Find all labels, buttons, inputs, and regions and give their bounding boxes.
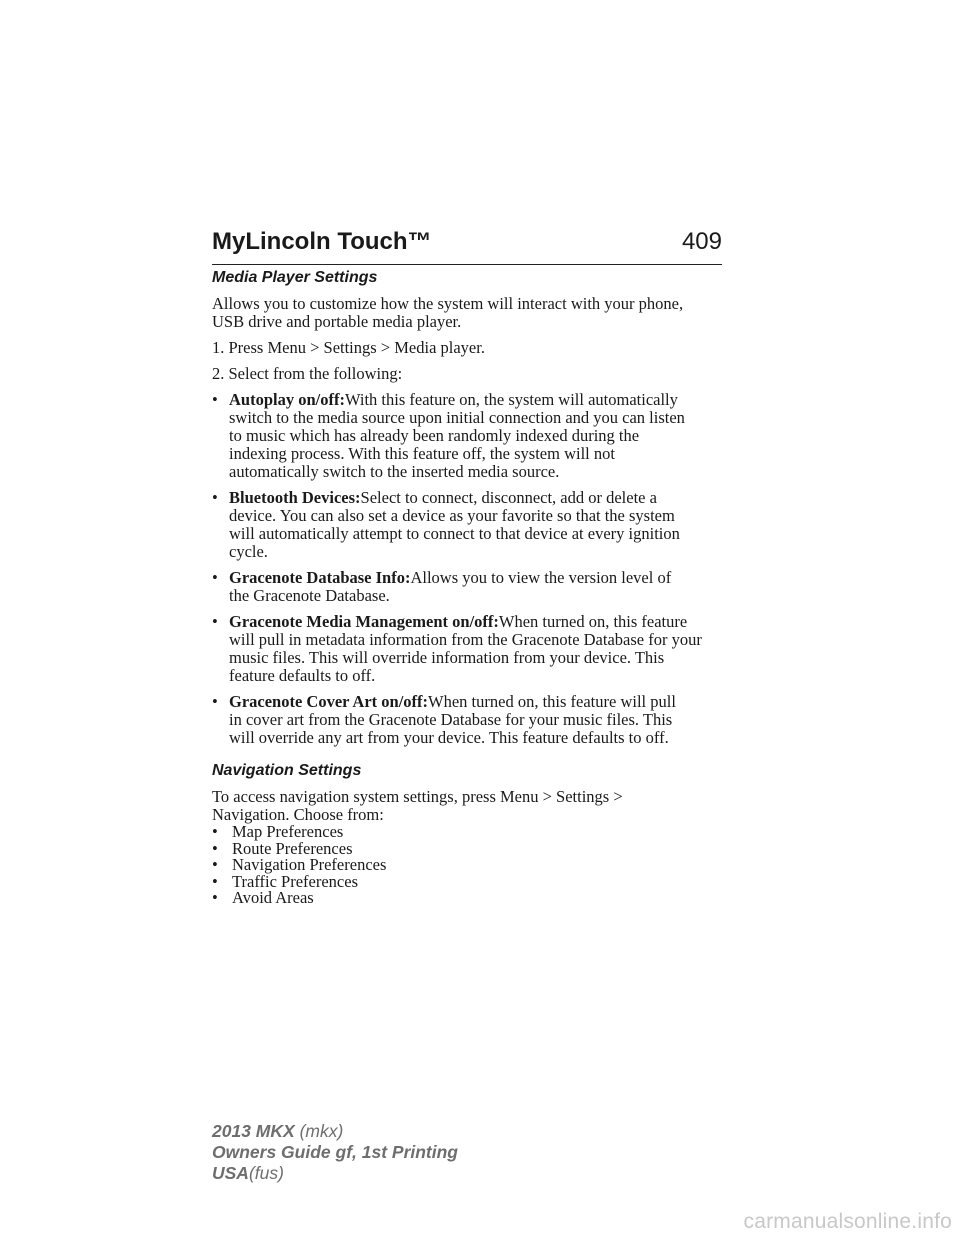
option-desc-line: When turned on, this feature will pull	[428, 692, 676, 711]
bullet-icon: •	[212, 692, 218, 711]
media-intro-line: USB drive and portable media player.	[212, 312, 462, 331]
option-desc-line: With this feature on, the system will automatically	[344, 390, 678, 409]
media-option-bluetooth-devices	[212, 489, 727, 561]
option-desc-line: cycle.	[229, 542, 268, 561]
bullet-icon: •	[212, 888, 218, 907]
print-footer	[212, 1121, 458, 1184]
list-item-label: Traffic Preferences	[232, 871, 358, 891]
media-intro-line: Allows you to customize how the system will interact with your phone,	[212, 294, 684, 313]
list-item-label: Avoid Areas	[232, 888, 314, 907]
navigation-intro-paragraph	[212, 788, 727, 824]
option-desc-line: Select to connect, disconnect, add or delete a	[360, 488, 657, 507]
option-desc-line: the Gracenote Database.	[229, 586, 390, 605]
section-heading-navigation: Navigation Settings	[212, 762, 362, 779]
media-step-2: 2. Select from the following:	[212, 364, 403, 383]
bullet-icon: •	[212, 871, 218, 891]
media-option-autoplay	[212, 391, 727, 481]
list-item-label: Navigation Preferences	[232, 855, 387, 874]
option-term: Autoplay on/off:	[229, 390, 345, 409]
bullet-icon: •	[212, 390, 218, 409]
bullet-icon: •	[212, 612, 218, 631]
footer-model: 2013 MKX	[212, 1121, 295, 1141]
footer-region: USA	[212, 1163, 249, 1183]
bullet-icon: •	[212, 568, 218, 587]
option-desc-line: automatically switch to the inserted media source.	[229, 462, 560, 481]
option-desc-line: device. You can also set a device as your favorite so that the system	[229, 506, 675, 525]
page-content	[212, 268, 727, 907]
footer-model-code: (mkx)	[299, 1121, 344, 1141]
navigation-intro-line: Navigation. Choose from:	[212, 805, 384, 824]
option-term: Gracenote Cover Art on/off:	[229, 692, 429, 711]
option-desc-line: in cover art from the Gracenote Database for your music files. This	[229, 710, 673, 729]
option-desc-line: switch to the media source upon initial connection and you can listen	[229, 408, 685, 427]
option-desc-line: music files. This will override information from your device. This	[229, 648, 665, 667]
footer-line-region	[212, 1163, 458, 1184]
list-item	[212, 890, 727, 907]
chapter-title: MyLincoln Touch™	[212, 228, 432, 255]
footer-line-model	[212, 1121, 458, 1142]
option-term: Bluetooth Devices:	[229, 488, 361, 507]
media-option-gracenote-database-info	[212, 569, 727, 605]
option-desc-line: indexing process. With this feature off, the system will not	[229, 444, 615, 463]
media-option-gracenote-media-management	[212, 613, 727, 685]
option-desc-line: When turned on, this feature	[498, 612, 688, 631]
site-watermark: carmanualsonline.info	[743, 1210, 952, 1233]
navigation-options-list	[212, 824, 727, 907]
navigation-intro-line: To access navigation system settings, press Menu > Settings >	[212, 787, 623, 806]
media-step-1: 1. Press Menu > Settings > Media player.	[212, 338, 485, 357]
bullet-icon: •	[212, 855, 218, 874]
bullet-icon: •	[212, 822, 218, 841]
option-term: Gracenote Database Info:	[229, 568, 411, 587]
list-item-label: Map Preferences	[232, 822, 344, 841]
list-item-label: Route Preferences	[232, 838, 353, 858]
bullet-icon: •	[212, 488, 218, 507]
footer-region-code: (fus)	[248, 1163, 284, 1183]
option-desc-line: feature defaults to off.	[229, 666, 376, 685]
option-desc-line: to music which has already been randomly indexed during the	[229, 426, 640, 445]
footer-printing: Owners Guide gf, 1st Printing	[212, 1142, 458, 1162]
option-desc-line: will pull in metadata information from the Gracenote Database for your	[229, 630, 702, 649]
option-term: Gracenote Media Management on/off:	[229, 612, 499, 631]
media-option-gracenote-cover-art	[212, 693, 727, 747]
bullet-icon: •	[212, 838, 218, 858]
option-desc-line: will override any art from your device. This feature defaults to off.	[229, 728, 669, 747]
section-heading-media-player: Media Player Settings	[212, 269, 378, 286]
option-desc-line: Allows you to view the version level of	[410, 568, 672, 587]
page-number: 409	[681, 228, 722, 255]
media-intro-paragraph	[212, 295, 727, 331]
page-header	[212, 228, 722, 265]
option-desc-line: will automatically attempt to connect to that device at every ignition	[229, 524, 680, 543]
